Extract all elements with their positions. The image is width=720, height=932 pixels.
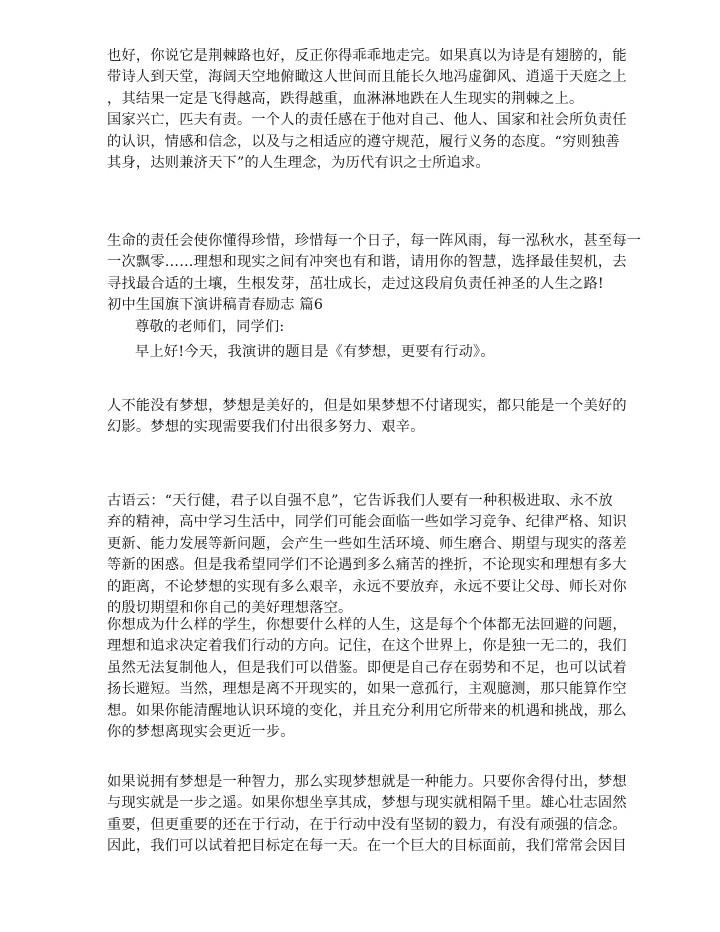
paragraph-6 (107, 615, 627, 743)
text-line: 你想成为什么样的学生，你想要什么样的人生，这是每个个体都无法回避的问题， (107, 617, 627, 633)
paragraph-4 (107, 396, 627, 439)
paragraph-2 (107, 231, 642, 338)
text-line: 的距离，不论梦想的实现有多么艰辛，永远不要放弃，永远不要让父母、师长对你 (107, 578, 627, 595)
text-line: 带诗人到天堂，海阔天空地俯瞰这人世间而且能长久地冯虚御风、逍遥于天庭之上 (107, 69, 627, 86)
text-line: 的认识，情感和信念，以及与之相适应的遵守规范，履行义务的态度。“穷则独善 (107, 133, 620, 150)
text-line: 虽然无法复制他人，但是我们可以借鉴。即便是自己存在弱势和不足，也可以试着 (107, 659, 627, 676)
paragraph-5 (107, 491, 627, 619)
text-line: 等新的困惑。但是我希望同学们不论遇到多么痛苦的挫折，不论现实和理想有多大 (107, 557, 627, 574)
paragraph-7 (107, 772, 627, 858)
salutation: 尊敬的老师们，同学们: (135, 318, 285, 335)
text-line: 寻找最合适的土壤，生根发芽，茁壮成长，走过这段肩负责任神圣的人生之路! (107, 275, 604, 292)
text-line: 也好，你说它是荆棘路也好，反正你得乖乖地走完。如果真以为诗是有翅膀的，能 (107, 48, 627, 64)
text-line: 其身，达则兼济天下”的人生理念，为历代有识之士所追求。 (107, 154, 490, 171)
text-line: 重要，但更重要的还在于行动，在于行动中没有坚韧的毅力，有没有顽强的信念。 (107, 816, 627, 833)
text-line: 因此，我们可以试着把目标定在每一天。在一个巨大的目标面前，我们常常会因目 (107, 838, 627, 855)
text-line: ，其结果一定是飞得越高，跌得越重，血淋淋地跌在人生现实的荆棘之上。 (107, 90, 584, 107)
text-line: 古语云：“天行健，君子以自强不息”，它告诉我们人要有一种积极进取、永不放 (107, 493, 613, 509)
text-line: 幻影。梦想的实现需要我们付出很多努力、艰辛。 (107, 419, 425, 436)
text-line: 的殷切期望和你自己的美好理想落空。 (107, 599, 353, 616)
text-line: 国家兴亡，匹夫有责。一个人的责任感在于他对自己、他人、国家和社会所负责任 (107, 112, 627, 129)
text-line: 理想和追求决定着我们行动的方向。记住，在这个世界上，你是独一无二的，我们 (107, 638, 627, 655)
text-line: 与现实就是一步之遥。如果你想坐享其成，梦想与现实就相隔千里。雄心壮志固然 (107, 795, 627, 812)
text-line: 扬长避短。当然，理想是离不开现实的，如果一意孤行，主观臆测，那只能算作空 (107, 681, 627, 698)
text-line: 人不能没有梦想，梦想是美好的，但是如果梦想不付诸现实，都只能是一个美好的 (107, 398, 627, 414)
text-line: 你的梦想离现实会更近一步。 (107, 723, 295, 740)
text-line: 更新、能力发展等新问题，会产生一些如生活环境、师生磨合、期望与现实的落差 (107, 535, 627, 552)
paragraph-1 (107, 46, 627, 174)
text-line: 一次飘零……理想和现实之间有冲突也有和谐，请用你的智慧，选择最佳契机，去 (107, 254, 627, 271)
text-line: 如果说拥有梦想是一种智力，那么实现梦想就是一种能力。只要你舍得付出，梦想 (107, 774, 627, 790)
text-line: 想。如果你能清醒地认识环境的变化，并且充分利用它所带来的机遇和挑战，那么 (107, 702, 627, 719)
text-line: 生命的责任会使你懂得珍惜，珍惜每一个日子，每一阵风雨，每一泓秋水，甚至每一 (107, 233, 642, 249)
greeting-line: 早上好!今天，我演讲的题目是《有梦想，更要有行动》。 (135, 344, 495, 360)
paragraph-3 (107, 342, 615, 363)
text-line: 弃的精神，高中学习生活中，同学们可能会面临一些如学习竞争、纪律严格、知识 (107, 514, 627, 531)
section-heading: 初中生国旗下演讲稿青春励志 篇6 (107, 297, 324, 314)
